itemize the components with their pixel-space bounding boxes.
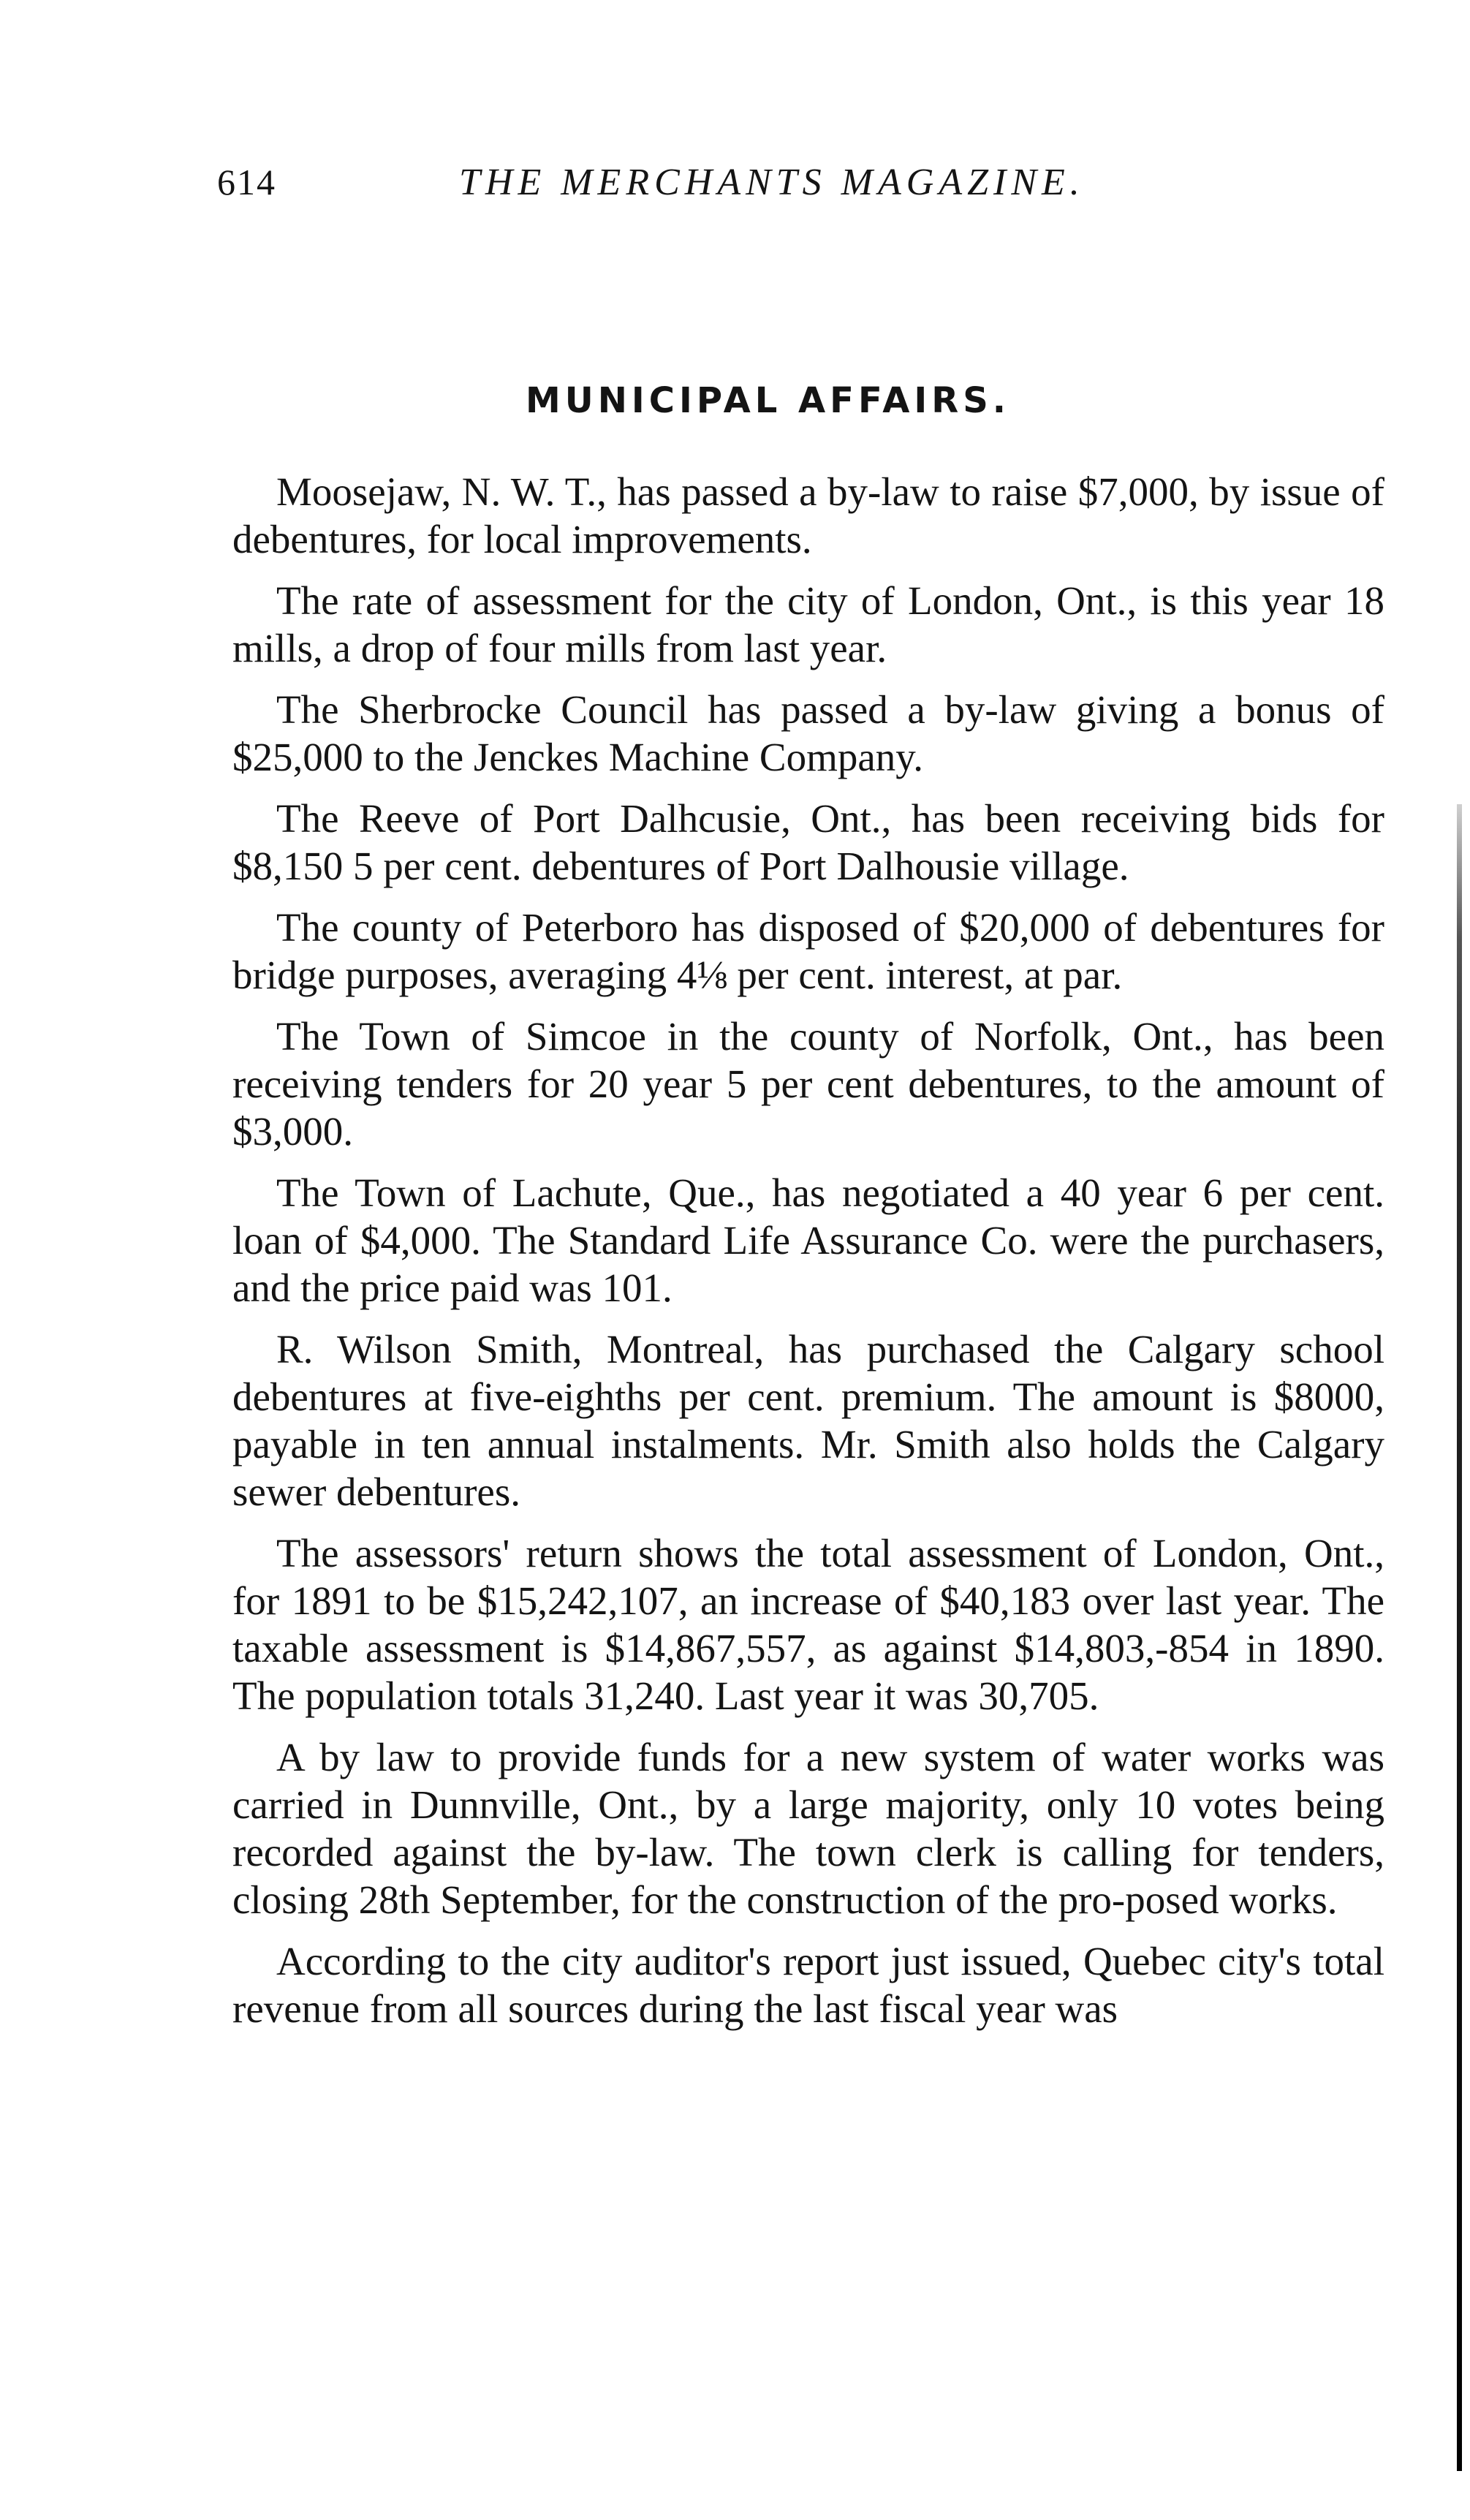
paragraph-london-assessors-return: The assessors' return shows the total assessment of London, Ont., for 1891 to be $15,242,107, an increase of $40,183 over last year. The taxable assessment is $14,867,557, as against $14,803,-854 in 1890. The population totals 31,240. Last year it was 30,705. xyxy=(232,1531,1384,1718)
paragraph-lachute-loan: The Town of Lachute, Que., has negotiated a 40 year 6 per cent. loan of $4,000. The Standard Life Assurance Co. were the purchasers, and the price paid was 101. xyxy=(232,1170,1384,1310)
paragraph-port-dalhousie-bids: The Reeve of Port Dalhcusie, Ont., has been receiving bids for $8,150 5 per cent. debentures of Port Dalhousie village. xyxy=(232,796,1384,888)
paragraph-dunnville-water-works: A by law to provide funds for a new system of water works was carried in Dunnville, Ont., by a large majority, only 10 votes being recorded against the by-law. The town clerk is calling for tenders, closing 28th September, for the construction of the pro-posed works. xyxy=(232,1735,1384,1922)
paragraph-quebec-revenue: According to the city auditor's report just issued, Quebec city's total revenue from all sources during the last fiscal year was xyxy=(232,1939,1384,2031)
paragraph-calgary-debentures: R. Wilson Smith, Montreal, has purchased the Calgary school debentures at five-eighths per cent. premium. The amount is $8000, payable in ten annual instalments. Mr. Smith also holds the Calgary sewer debentures. xyxy=(232,1327,1384,1514)
running-head xyxy=(0,146,1470,205)
paragraph-peterboro-debentures: The county of Peterboro has disposed of $20,000 of debentures for bridge purposes, averaging 4⅛ per cent. interest, at par. xyxy=(232,905,1384,997)
page-number: 614 xyxy=(217,162,276,203)
paragraph-simcoe-tenders: The Town of Simcoe in the county of Norfolk, Ont., has been receiving tenders for 20 year 5 per cent debentures, to the amount of $3,000. xyxy=(232,1014,1384,1154)
section-heading: MUNICIPAL AFFAIRS. xyxy=(525,380,1011,421)
page-edge-shadow xyxy=(1457,804,1462,2471)
magazine-title: THE MERCHANTS MAGAZINE. xyxy=(459,162,1085,203)
article-body xyxy=(232,468,1384,2046)
paragraph-sherbrooke-bonus: The Sherbrocke Council has passed a by-law giving a bonus of $25,000 to the Jenckes Machine Company. xyxy=(232,687,1384,779)
paragraph-london-assessment-rate: The rate of assessment for the city of London, Ont., is this year 18 mills, a drop of four mills from last year. xyxy=(232,578,1384,670)
paragraph-moosejaw-bylaw: Moosejaw, N. W. T., has passed a by-law to raise $7,000, by issue of debentures, for local improvements. xyxy=(232,469,1384,561)
